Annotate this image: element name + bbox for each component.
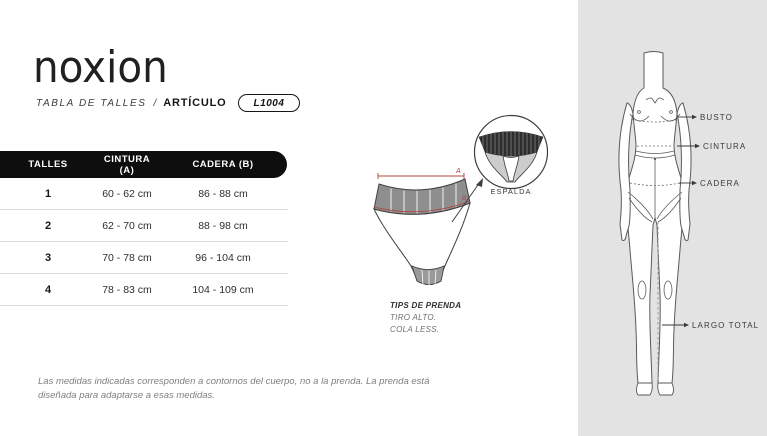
measure-a-line <box>378 173 464 179</box>
cell-cadera: 104 - 109 cm <box>192 283 254 296</box>
tips-line-2: COLA LESS. <box>390 325 440 334</box>
body-figure-illustration <box>578 0 767 436</box>
tips-title: TIPS DE PRENDA <box>390 301 462 310</box>
table-row <box>0 242 288 274</box>
garment-tips <box>390 301 461 334</box>
table-row <box>0 274 288 306</box>
cell-talle: 4 <box>44 283 52 296</box>
tips-line-1: TIRO ALTO. <box>390 313 437 322</box>
subtitle-table-talles: TABLA DE TALLES <box>36 97 147 109</box>
subtitle-separator: / <box>153 97 157 109</box>
size-table <box>0 151 288 306</box>
back-view-label: ESPALDA <box>490 187 532 196</box>
brand-logo: noxion <box>33 42 168 93</box>
cell-cadera: 86 - 88 cm <box>198 187 248 200</box>
cell-cintura: 78 - 83 cm <box>102 283 152 296</box>
table-row <box>0 178 288 210</box>
subtitle-articulo: ARTÍCULO <box>163 97 227 109</box>
cell-cintura: 70 - 78 cm <box>102 251 152 264</box>
measurements-disclaimer: Las medidas indicadas corresponden a contornos del cuerpo, no a la prenda. La prenda está diseñada para adaptarse a esas medidas. <box>38 376 430 401</box>
body-label-cintura: CINTURA <box>703 142 747 151</box>
cell-cadera: 88 - 98 cm <box>198 219 248 232</box>
body-label-cadera: CADERA <box>700 179 740 188</box>
cell-cintura: 62 - 70 cm <box>102 219 152 232</box>
size-table-header <box>0 151 287 178</box>
measure-a-label: A <box>456 168 461 175</box>
table-row <box>0 210 288 242</box>
cell-cadera: 96 - 104 cm <box>195 251 251 264</box>
body-label-largo-total: LARGO TOTAL <box>692 321 760 330</box>
cell-talle: 3 <box>44 251 52 264</box>
cell-talle: 2 <box>44 219 52 232</box>
col-cintura: CINTURA (A) <box>103 153 151 176</box>
cell-cintura: 60 - 62 cm <box>102 187 152 200</box>
col-cadera: CADERA (B) <box>192 159 254 170</box>
page-subtitle <box>36 92 300 114</box>
body-diagram-panel <box>578 0 767 436</box>
col-talles: TALLES <box>28 159 68 170</box>
body-label-busto: BUSTO <box>700 113 733 122</box>
measure-b-label: B <box>462 195 467 202</box>
article-code-badge: L1004 <box>238 94 301 112</box>
cell-talle: 1 <box>44 187 52 200</box>
